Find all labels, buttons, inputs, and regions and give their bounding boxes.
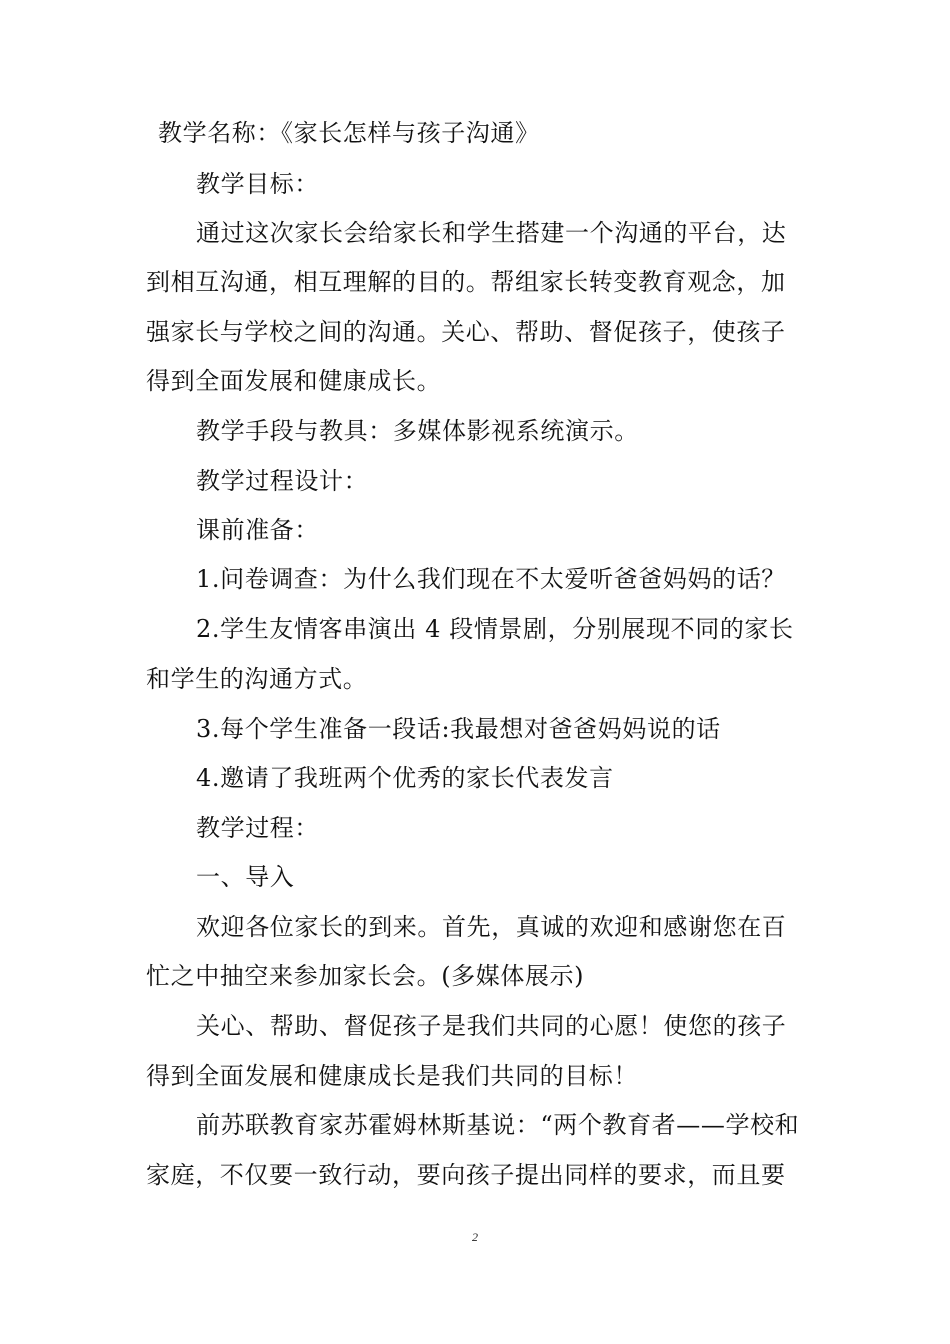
list-item: 1.问卷调查：为什么我们现在不太爱听爸爸妈妈的话？ bbox=[196, 565, 786, 593]
paragraph-line: 得到全面发展和健康成长是我们共同的目标！ bbox=[146, 1062, 638, 1090]
list-item: 2.学生友情客串演出 4 段情景剧，分别展现不同的家长 bbox=[196, 615, 794, 643]
section-heading-objectives: 教学目标： bbox=[196, 170, 319, 198]
paragraph-line: 得到全面发展和健康成长。 bbox=[146, 367, 442, 395]
paragraph-line: 前苏联教育家苏霍姆林斯基说：“两个教育者——学校和 bbox=[196, 1111, 800, 1139]
lesson-title: 教学名称：《家长怎样与孩子沟通》 bbox=[158, 119, 540, 147]
section-heading-design: 教学过程设计： bbox=[196, 467, 369, 495]
paragraph-line: 关心、帮助、督促孩子是我们共同的心愿！使您的孩子 bbox=[196, 1012, 787, 1040]
paragraph-line: 强家长与学校之间的沟通。关心、帮助、督促孩子，使孩子 bbox=[146, 318, 786, 346]
page-number: 2 bbox=[472, 1230, 478, 1244]
paragraph-line: 家庭，不仅要一致行动，要向孩子提出同样的要求，而且要 bbox=[146, 1161, 786, 1189]
subsection-heading-intro: 一、导入 bbox=[196, 863, 295, 891]
paragraph-line: 欢迎各位家长的到来。首先，真诚的欢迎和感谢您在百 bbox=[196, 913, 787, 941]
list-item: 3.每个学生准备一段话:我最想对爸爸妈妈说的话 bbox=[196, 715, 721, 743]
paragraph-line: 通过这次家长会给家长和学生搭建一个沟通的平台，达 bbox=[196, 219, 787, 247]
paragraph-line: 教学手段与教具：多媒体影视系统演示。 bbox=[196, 417, 639, 445]
paragraph-line: 忙之中抽空来参加家长会。(多媒体展示) bbox=[146, 962, 585, 990]
paragraph-line: 到相互沟通，相互理解的目的。帮组家长转变教育观念，加 bbox=[146, 268, 786, 296]
list-item-continuation: 和学生的沟通方式。 bbox=[146, 665, 368, 693]
section-heading-preparation: 课前准备： bbox=[196, 516, 319, 544]
section-heading-process: 教学过程： bbox=[196, 814, 319, 842]
list-item: 4.邀请了我班两个优秀的家长代表发言 bbox=[196, 764, 614, 792]
